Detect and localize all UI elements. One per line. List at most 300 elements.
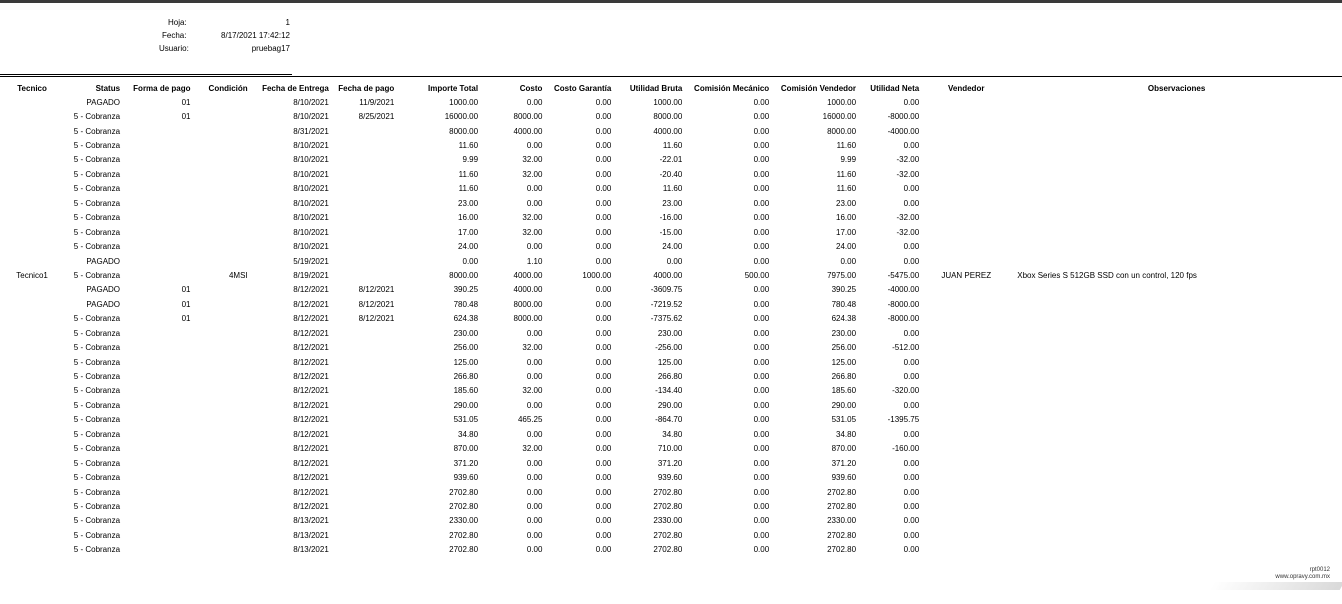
cell-vendedor <box>921 283 1011 297</box>
cell-fecha-de-entrega: 5/19/2021 <box>293 256 329 266</box>
cell-comision-mecanico: 500.00 <box>744 270 770 280</box>
cell-utilidad-bruta: 2702.80 <box>653 545 683 555</box>
cell-costo: 0.00 <box>526 458 543 468</box>
cell-condicion <box>193 239 250 253</box>
cell-tecnico <box>0 124 64 138</box>
cell-importe-total: 11.60 <box>458 141 479 151</box>
table-row <box>0 138 1342 152</box>
cell-costo-garantia: 0.00 <box>595 198 612 208</box>
cell-tecnico <box>0 528 64 542</box>
cell-comision-mecanico: 0.00 <box>753 126 770 136</box>
cell-utilidad-bruta: -16.00 <box>659 213 683 223</box>
cell-fecha-de-entrega: 8/12/2021 <box>293 343 329 353</box>
cell-vendedor <box>921 369 1011 383</box>
cell-vendedor <box>921 470 1011 484</box>
cell-utilidad-neta: -8000.00 <box>887 299 920 309</box>
cell-observaciones <box>1011 499 1342 513</box>
cell-fecha-de-pago <box>331 340 396 354</box>
cell-status: 5 - Cobranza <box>73 429 121 439</box>
cell-importe-total: 1000.00 <box>449 97 479 107</box>
cell-costo: 0.00 <box>526 97 543 107</box>
cell-forma-de-pago: 01 <box>181 112 191 122</box>
cell-costo-garantia: 0.00 <box>595 242 612 252</box>
fecha-value: 8/17/2021 17:42:12 <box>221 31 290 40</box>
cell-utilidad-neta: 0.00 <box>903 357 920 367</box>
cell-vendedor <box>921 326 1011 340</box>
cell-observaciones <box>1011 211 1342 225</box>
cell-observaciones <box>1011 167 1342 181</box>
cell-utilidad-neta: -8000.00 <box>887 314 920 324</box>
cell-importe-total: 256.00 <box>453 343 479 353</box>
cell-comision-mecanico: 0.00 <box>753 429 770 439</box>
cell-costo: 0.00 <box>526 184 543 194</box>
cell-fecha-de-entrega: 8/13/2021 <box>293 530 329 540</box>
cell-tecnico <box>0 211 64 225</box>
cell-comision-vendedor: 7975.00 <box>827 270 857 280</box>
cell-importe-total: 16000.00 <box>444 112 479 122</box>
cell-comision-mecanico: 0.00 <box>753 227 770 237</box>
cell-comision-vendedor: 371.20 <box>831 458 857 468</box>
cell-tecnico <box>0 167 64 181</box>
cell-comision-vendedor: 390.25 <box>831 285 857 295</box>
cell-costo-garantia: 0.00 <box>595 530 612 540</box>
cell-vendedor <box>921 543 1011 557</box>
table-row <box>0 543 1342 557</box>
table-row <box>0 442 1342 456</box>
cell-fecha-de-pago <box>331 499 396 513</box>
table-row <box>0 470 1342 484</box>
cell-costo: 0.00 <box>526 242 543 252</box>
cell-utilidad-neta: 0.00 <box>903 400 920 410</box>
cell-utilidad-bruta: -22.01 <box>659 155 683 165</box>
cell-vendedor <box>921 442 1011 456</box>
col-header-utilidad-bruta: Utilidad Bruta <box>629 84 683 93</box>
cell-tecnico <box>0 95 64 109</box>
table-row <box>0 326 1342 340</box>
cell-comision-vendedor: 266.80 <box>831 372 857 382</box>
cell-utilidad-bruta: 24.00 <box>662 242 683 252</box>
table-row <box>0 413 1342 427</box>
cell-fecha-de-pago: 8/12/2021 <box>358 285 395 295</box>
cell-comision-mecanico: 0.00 <box>753 328 770 338</box>
cell-comision-vendedor: 531.05 <box>831 415 857 425</box>
table-row <box>0 384 1342 398</box>
cell-utilidad-bruta: 710.00 <box>657 444 683 454</box>
cell-costo-garantia: 0.00 <box>595 400 612 410</box>
cell-observaciones <box>1011 182 1342 196</box>
cell-utilidad-neta: 0.00 <box>903 516 920 526</box>
table-row <box>0 369 1342 383</box>
cell-costo: 0.00 <box>526 400 543 410</box>
cell-observaciones <box>1011 384 1342 398</box>
cell-utilidad-bruta: -256.00 <box>655 343 683 353</box>
table-row <box>0 254 1342 268</box>
col-header-costo: Costo <box>519 84 543 93</box>
cell-costo: 32.00 <box>522 386 543 396</box>
cell-utilidad-bruta: 11.60 <box>662 184 683 194</box>
cell-costo-garantia: 0.00 <box>595 357 612 367</box>
cell-utilidad-bruta: -7219.52 <box>650 299 683 309</box>
cell-comision-vendedor: 9.99 <box>840 155 857 165</box>
cell-condicion <box>193 499 250 513</box>
cell-forma-de-pago: 01 <box>181 285 191 295</box>
cell-importe-total: 230.00 <box>453 328 479 338</box>
cell-utilidad-bruta: 0.00 <box>666 256 683 266</box>
col-header-fecha-de-entrega: Fecha de Entrega <box>262 84 329 93</box>
report-table <box>0 82 1342 557</box>
cell-costo-garantia: 0.00 <box>595 501 612 511</box>
cell-forma-de-pago: 01 <box>181 97 191 107</box>
cell-utilidad-neta: -32.00 <box>896 155 920 165</box>
cell-costo: 8000.00 <box>513 299 543 309</box>
cell-costo-garantia: 0.00 <box>595 516 612 526</box>
cell-utilidad-bruta: 2330.00 <box>653 516 683 526</box>
cell-forma-de-pago <box>122 254 192 268</box>
cell-observaciones <box>1011 485 1342 499</box>
cell-vendedor <box>921 138 1011 152</box>
cell-costo-garantia: 0.00 <box>595 227 612 237</box>
cell-vendedor <box>921 355 1011 369</box>
col-header-utilidad-neta: Utilidad Neta <box>870 84 920 93</box>
cell-vendedor <box>921 153 1011 167</box>
cell-importe-total: 266.80 <box>453 372 479 382</box>
cell-utilidad-bruta: -15.00 <box>659 227 683 237</box>
table-row <box>0 398 1342 412</box>
cell-forma-de-pago <box>122 124 192 138</box>
cell-comision-mecanico: 0.00 <box>753 155 770 165</box>
cell-condicion <box>193 211 250 225</box>
cell-comision-vendedor: 11.60 <box>836 184 857 194</box>
cell-comision-vendedor: 125.00 <box>831 357 857 367</box>
cell-tecnico <box>0 153 64 167</box>
cell-vendedor <box>921 398 1011 412</box>
footer-swoosh-decoration <box>1210 582 1342 590</box>
cell-utilidad-bruta: -134.40 <box>655 386 683 396</box>
cell-forma-de-pago <box>122 167 192 181</box>
cell-vendedor <box>921 196 1011 210</box>
cell-fecha-de-entrega: 8/10/2021 <box>293 169 329 179</box>
cell-costo: 0.00 <box>526 429 543 439</box>
cell-fecha-de-pago <box>331 182 396 196</box>
cell-costo-garantia: 1000.00 <box>582 270 612 280</box>
cell-fecha-de-entrega: 8/12/2021 <box>293 473 329 483</box>
cell-costo-garantia: 0.00 <box>595 184 612 194</box>
cell-fecha-de-pago <box>331 153 396 167</box>
cell-status: 5 - Cobranza <box>73 242 121 252</box>
cell-fecha-de-entrega: 8/13/2021 <box>293 545 329 555</box>
col-header-condicion: Condición <box>208 84 248 93</box>
cell-comision-mecanico: 0.00 <box>753 242 770 252</box>
cell-forma-de-pago <box>122 528 192 542</box>
table-row <box>0 514 1342 528</box>
cell-fecha-de-entrega: 8/12/2021 <box>293 372 329 382</box>
cell-costo-garantia: 0.00 <box>595 545 612 555</box>
cell-fecha-de-pago <box>331 124 396 138</box>
cell-tecnico <box>0 398 64 412</box>
cell-costo: 8000.00 <box>513 112 543 122</box>
cell-fecha-de-entrega: 8/10/2021 <box>293 227 329 237</box>
cell-importe-total: 11.60 <box>458 184 479 194</box>
cell-utilidad-neta: 0.00 <box>903 487 920 497</box>
cell-costo: 0.00 <box>526 141 543 151</box>
cell-comision-vendedor: 24.00 <box>836 242 857 252</box>
cell-fecha-de-pago <box>331 427 396 441</box>
cell-tecnico <box>0 182 64 196</box>
cell-costo: 0.00 <box>526 516 543 526</box>
cell-utilidad-neta: 0.00 <box>903 184 920 194</box>
table-row <box>0 485 1342 499</box>
cell-costo-garantia: 0.00 <box>595 97 612 107</box>
col-header-vendedor: Vendedor <box>947 84 985 93</box>
cell-costo: 0.00 <box>526 198 543 208</box>
cell-forma-de-pago <box>122 398 192 412</box>
cell-forma-de-pago <box>122 442 192 456</box>
cell-fecha-de-pago <box>331 268 396 282</box>
cell-fecha-de-entrega: 8/12/2021 <box>293 487 329 497</box>
cell-utilidad-neta: 0.00 <box>903 501 920 511</box>
cell-importe-total: 2702.80 <box>449 501 479 511</box>
cell-tecnico: Tecnico1 <box>16 270 48 280</box>
cell-costo-garantia: 0.00 <box>595 141 612 151</box>
table-row <box>0 340 1342 354</box>
cell-status: 5 - Cobranza <box>73 458 121 468</box>
cell-condicion <box>193 485 250 499</box>
cell-vendedor: JUAN PEREZ <box>941 270 992 280</box>
cell-importe-total: 390.25 <box>453 285 479 295</box>
report-code: rpt0012 <box>1309 567 1330 573</box>
cell-vendedor <box>921 413 1011 427</box>
cell-utilidad-neta: 0.00 <box>903 530 920 540</box>
cell-comision-mecanico: 0.00 <box>753 314 770 324</box>
col-header-costo-garantia: Costo Garantía <box>553 84 612 93</box>
header-row <box>0 82 1342 95</box>
cell-vendedor <box>921 514 1011 528</box>
cell-fecha-de-entrega: 8/10/2021 <box>293 242 329 252</box>
cell-condicion: 4MSI <box>228 270 248 280</box>
cell-status: PAGADO <box>86 285 121 295</box>
cell-costo-garantia: 0.00 <box>595 429 612 439</box>
cell-fecha-de-pago <box>331 514 396 528</box>
cell-fecha-de-pago <box>331 239 396 253</box>
cell-tecnico <box>0 485 64 499</box>
cell-utilidad-neta: 0.00 <box>903 458 920 468</box>
table-row <box>0 153 1342 167</box>
cell-costo: 0.00 <box>526 473 543 483</box>
cell-forma-de-pago <box>122 211 192 225</box>
cell-comision-mecanico: 0.00 <box>753 256 770 266</box>
cell-condicion <box>193 398 250 412</box>
cell-condicion <box>193 312 250 326</box>
cell-fecha-de-entrega: 8/12/2021 <box>293 357 329 367</box>
cell-utilidad-neta: -8000.00 <box>887 112 920 122</box>
cell-fecha-de-pago <box>331 138 396 152</box>
cell-costo: 32.00 <box>522 155 543 165</box>
cell-condicion <box>193 340 250 354</box>
cell-tecnico <box>0 470 64 484</box>
cell-fecha-de-entrega: 8/10/2021 <box>293 112 329 122</box>
cell-status: 5 - Cobranza <box>73 545 121 555</box>
cell-observaciones <box>1011 456 1342 470</box>
cell-observaciones <box>1011 326 1342 340</box>
cell-vendedor <box>921 312 1011 326</box>
cell-fecha-de-pago <box>331 225 396 239</box>
cell-costo-garantia: 0.00 <box>595 487 612 497</box>
cell-utilidad-neta: 0.00 <box>903 256 920 266</box>
cell-tecnico <box>0 413 64 427</box>
cell-importe-total: 624.38 <box>453 314 479 324</box>
cell-utilidad-neta: 0.00 <box>903 97 920 107</box>
cell-vendedor <box>921 499 1011 513</box>
cell-condicion <box>193 355 250 369</box>
cell-fecha-de-pago <box>331 470 396 484</box>
cell-comision-vendedor: 2702.80 <box>827 530 857 540</box>
cell-fecha-de-entrega: 8/10/2021 <box>293 141 329 151</box>
cell-comision-mecanico: 0.00 <box>753 343 770 353</box>
cell-costo: 0.00 <box>526 372 543 382</box>
cell-tecnico <box>0 283 64 297</box>
cell-forma-de-pago <box>122 326 192 340</box>
cell-observaciones <box>1011 312 1342 326</box>
cell-comision-vendedor: 230.00 <box>831 328 857 338</box>
cell-importe-total: 11.60 <box>458 169 479 179</box>
col-header-tecnico: Tecnico <box>17 84 47 93</box>
cell-forma-de-pago <box>122 485 192 499</box>
cell-utilidad-bruta: 4000.00 <box>653 270 683 280</box>
cell-utilidad-bruta: 11.60 <box>662 141 683 151</box>
cell-utilidad-bruta: -7375.62 <box>650 314 683 324</box>
cell-costo-garantia: 0.00 <box>595 458 612 468</box>
cell-tecnico <box>0 355 64 369</box>
cell-observaciones <box>1011 254 1342 268</box>
cell-comision-vendedor: 17.00 <box>836 227 857 237</box>
col-header-comision-vendedor: Comisión Vendedor <box>780 84 857 93</box>
cell-tecnico <box>0 138 64 152</box>
table-row <box>0 225 1342 239</box>
cell-forma-de-pago <box>122 514 192 528</box>
col-header-forma-de-pago: Forma de pago <box>133 84 191 93</box>
cell-fecha-de-pago <box>331 398 396 412</box>
cell-utilidad-neta: -32.00 <box>896 227 920 237</box>
cell-utilidad-neta: -4000.00 <box>887 285 920 295</box>
cell-condicion <box>193 384 250 398</box>
cell-utilidad-neta: 0.00 <box>903 429 920 439</box>
cell-fecha-de-entrega: 8/12/2021 <box>293 328 329 338</box>
cell-condicion <box>193 442 250 456</box>
cell-costo: 1.10 <box>526 256 543 266</box>
cell-status: PAGADO <box>86 256 121 266</box>
cell-condicion <box>193 470 250 484</box>
col-header-comision-mecanico: Comisión Mecánico <box>694 84 770 93</box>
cell-condicion <box>193 153 250 167</box>
cell-forma-de-pago <box>122 543 192 557</box>
cell-comision-mecanico: 0.00 <box>753 285 770 295</box>
cell-tecnico <box>0 427 64 441</box>
cell-observaciones <box>1011 124 1342 138</box>
cell-comision-vendedor: 870.00 <box>831 444 857 454</box>
cell-utilidad-neta: -160.00 <box>892 444 920 454</box>
cell-comision-mecanico: 0.00 <box>753 213 770 223</box>
cell-costo: 4000.00 <box>513 126 543 136</box>
cell-vendedor <box>921 109 1011 123</box>
cell-tecnico <box>0 297 64 311</box>
cell-observaciones <box>1011 283 1342 297</box>
cell-utilidad-neta: -32.00 <box>896 213 920 223</box>
cell-status: 5 - Cobranza <box>73 487 121 497</box>
cell-utilidad-bruta: 23.00 <box>662 198 683 208</box>
cell-comision-vendedor: 34.80 <box>836 429 857 439</box>
cell-status: 5 - Cobranza <box>73 155 121 165</box>
cell-tecnico <box>0 456 64 470</box>
cell-costo-garantia: 0.00 <box>595 473 612 483</box>
cell-costo-garantia: 0.00 <box>595 386 612 396</box>
cell-status: 5 - Cobranza <box>73 415 121 425</box>
cell-importe-total: 125.00 <box>453 357 479 367</box>
cell-fecha-de-pago: 8/25/2021 <box>358 112 395 122</box>
cell-fecha-de-entrega: 8/12/2021 <box>293 501 329 511</box>
cell-status: 5 - Cobranza <box>73 444 121 454</box>
col-header-importe-total: Importe Total <box>428 84 479 93</box>
cell-utilidad-neta: 0.00 <box>903 328 920 338</box>
cell-status: PAGADO <box>86 97 121 107</box>
cell-status: 5 - Cobranza <box>73 343 121 353</box>
cell-comision-mecanico: 0.00 <box>753 473 770 483</box>
cell-fecha-de-entrega: 8/19/2021 <box>293 270 329 280</box>
cell-costo: 8000.00 <box>513 314 543 324</box>
cell-costo-garantia: 0.00 <box>595 328 612 338</box>
cell-fecha-de-entrega: 8/10/2021 <box>293 155 329 165</box>
cell-condicion <box>193 225 250 239</box>
cell-comision-mecanico: 0.00 <box>753 112 770 122</box>
table-row <box>0 297 1342 311</box>
cell-fecha-de-pago <box>331 211 396 225</box>
usuario-label: Usuario: <box>159 44 189 53</box>
cell-fecha-de-pago <box>331 369 396 383</box>
cell-vendedor <box>921 384 1011 398</box>
cell-costo: 32.00 <box>522 444 543 454</box>
cell-condicion <box>193 297 250 311</box>
cell-comision-mecanico: 0.00 <box>753 357 770 367</box>
cell-vendedor <box>921 297 1011 311</box>
cell-forma-de-pago: 01 <box>181 299 191 309</box>
cell-fecha-de-entrega: 8/12/2021 <box>293 314 329 324</box>
cell-utilidad-bruta: 2702.80 <box>653 530 683 540</box>
usuario-value: pruebag17 <box>251 44 290 53</box>
cell-comision-vendedor: 16.00 <box>836 213 857 223</box>
cell-comision-vendedor: 185.60 <box>831 386 857 396</box>
cell-vendedor <box>921 456 1011 470</box>
table-row <box>0 196 1342 210</box>
cell-fecha-de-entrega: 8/31/2021 <box>293 126 329 136</box>
cell-tecnico <box>0 369 64 383</box>
cell-vendedor <box>921 427 1011 441</box>
cell-comision-vendedor: 939.60 <box>831 473 857 483</box>
cell-status: 5 - Cobranza <box>73 501 121 511</box>
cell-fecha-de-pago <box>331 442 396 456</box>
website-link[interactable]: www.opravy.com.mx <box>1275 574 1330 580</box>
cell-forma-de-pago <box>122 369 192 383</box>
cell-costo: 32.00 <box>522 213 543 223</box>
cell-fecha-de-entrega: 8/12/2021 <box>293 285 329 295</box>
cell-tecnico <box>0 254 64 268</box>
cell-costo: 0.00 <box>526 487 543 497</box>
cell-fecha-de-pago <box>331 528 396 542</box>
cell-tecnico <box>0 384 64 398</box>
cell-costo-garantia: 0.00 <box>595 343 612 353</box>
col-header-observaciones: Observaciones <box>1147 84 1206 93</box>
cell-importe-total: 0.00 <box>462 256 479 266</box>
cell-comision-mecanico: 0.00 <box>753 372 770 382</box>
cell-observaciones <box>1011 413 1342 427</box>
